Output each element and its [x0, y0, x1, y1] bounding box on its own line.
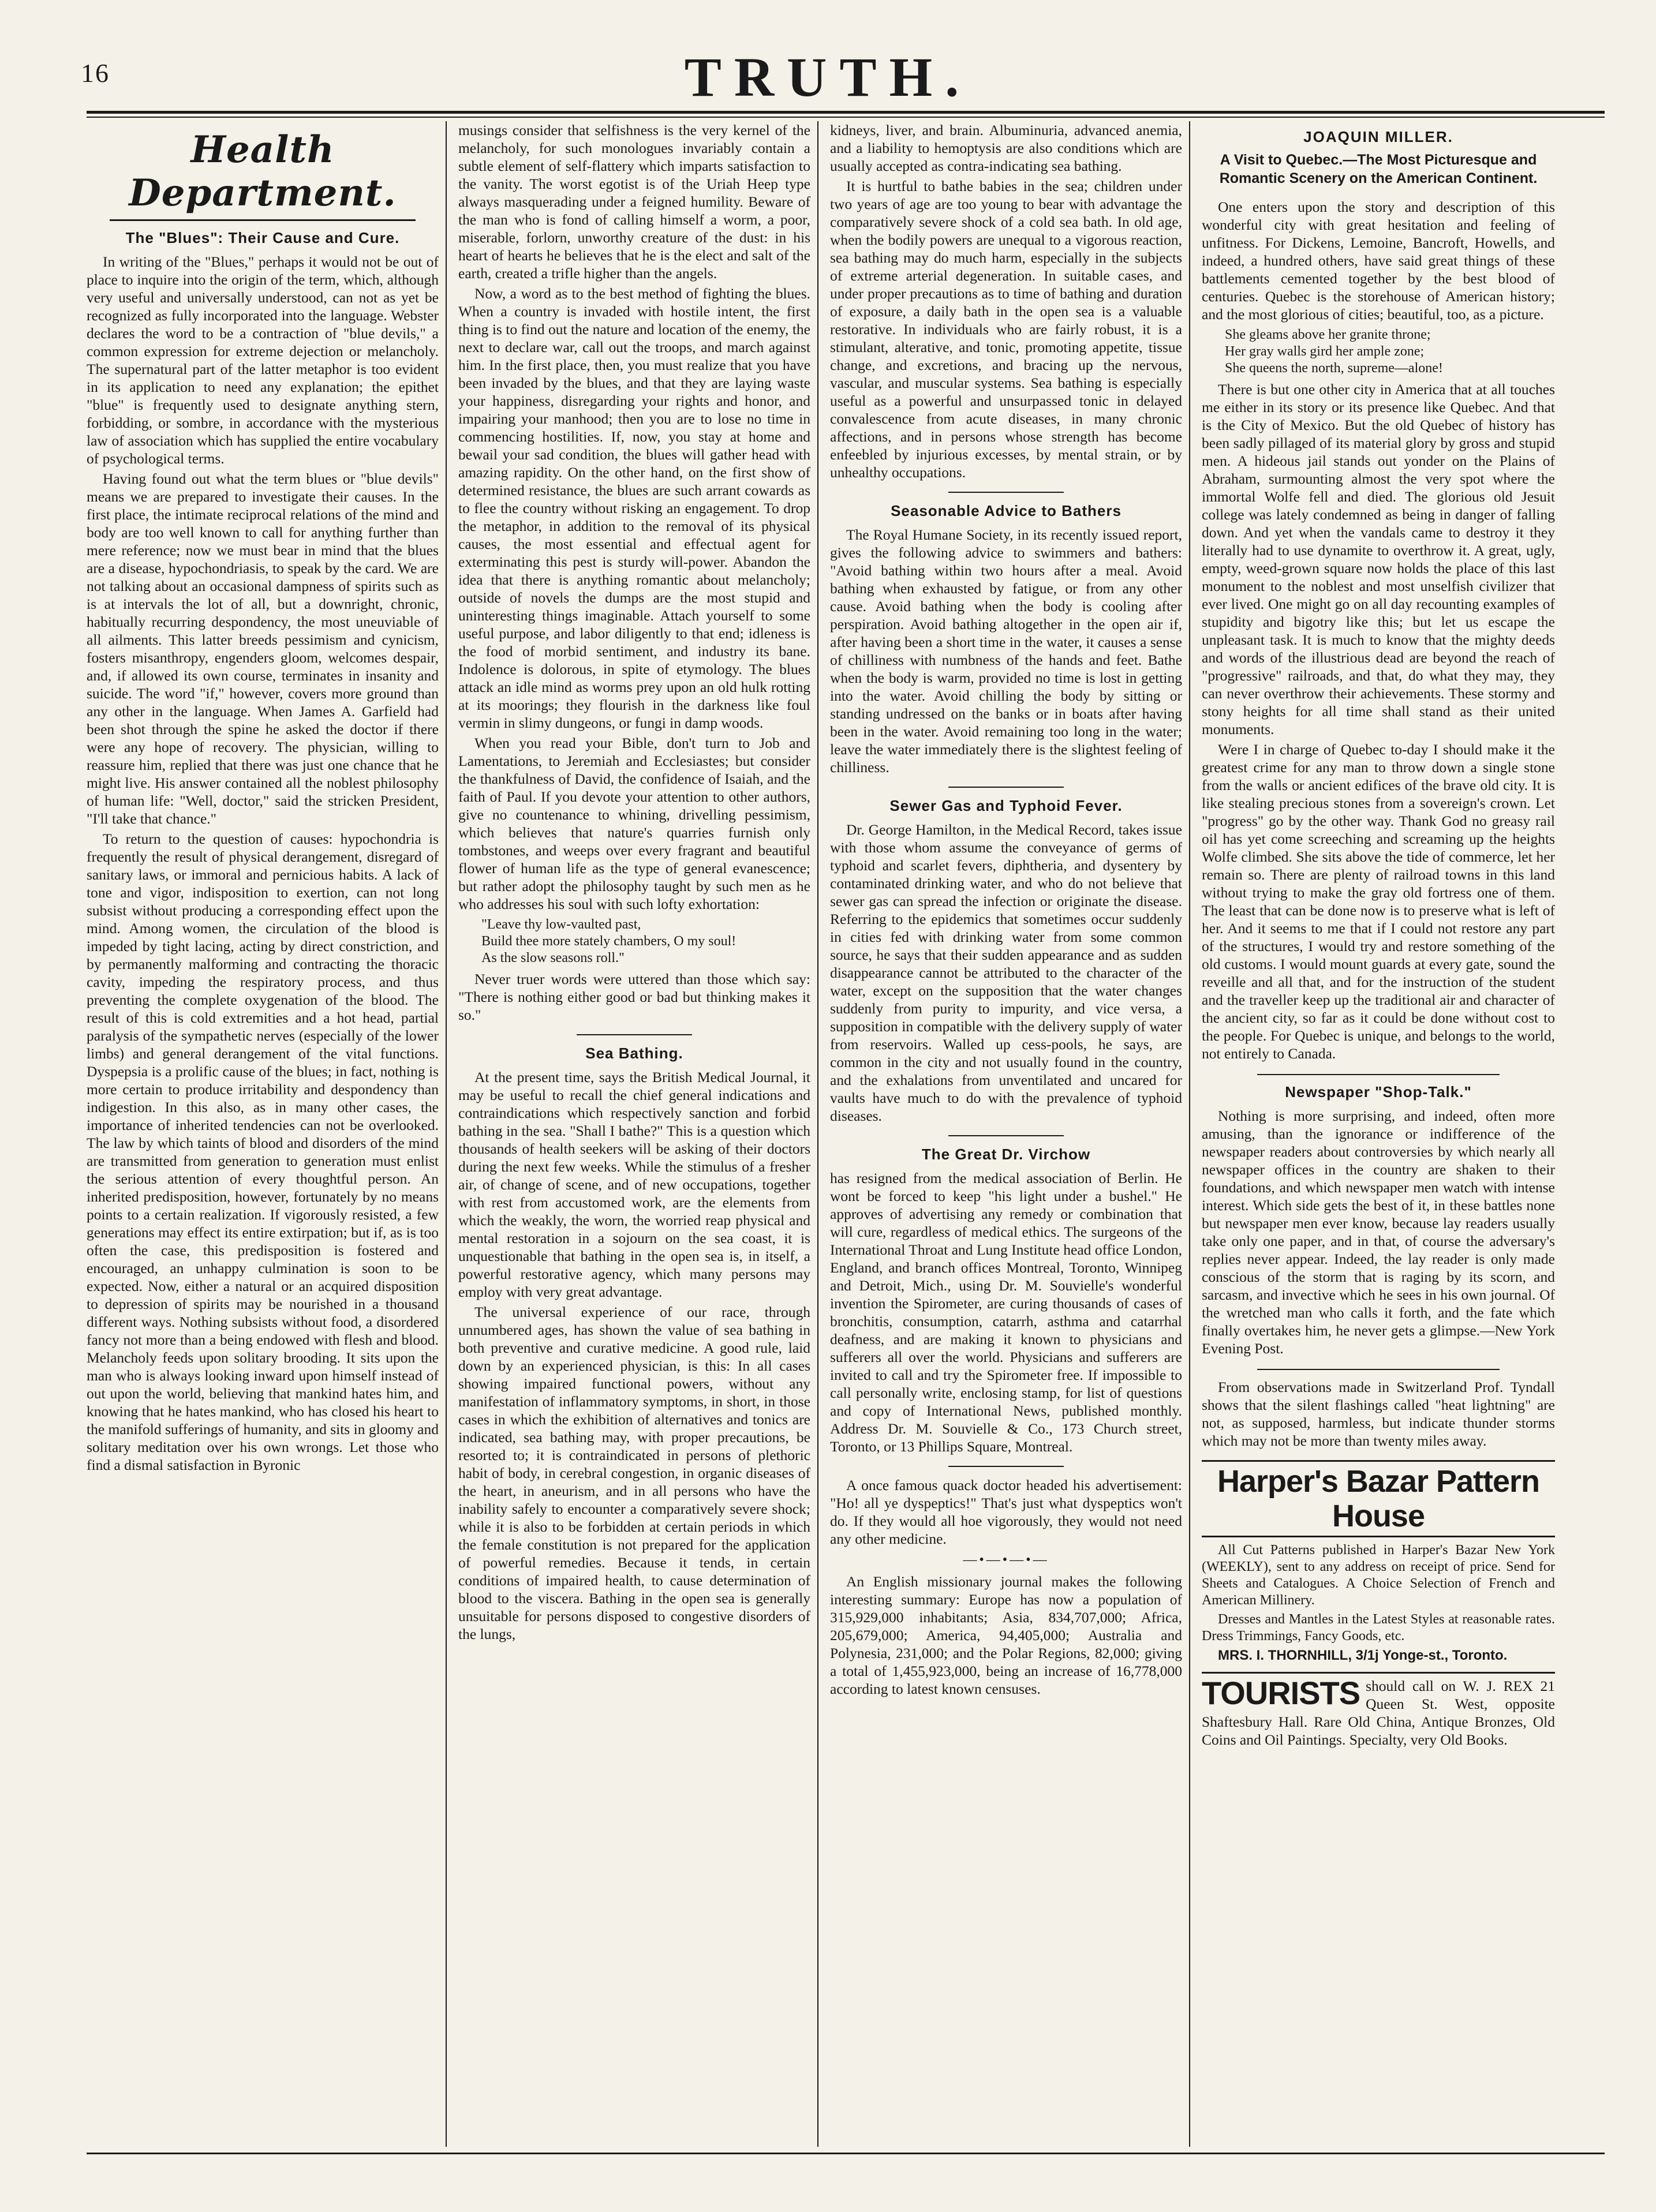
ad-paragraph: All Cut Patterns published in Harper's Bazar New York (WEEKLY), sent to any address on receipt of price. Send for Sheets and Catalogues. A Choice Selection of French and American Millinery. [1202, 1543, 1555, 1608]
section-divider [577, 1034, 692, 1035]
masthead: TRUTH. [684, 46, 972, 108]
column-4 [1202, 121, 1562, 2147]
article-title-virchow: The Great Dr. Virchow [921, 1146, 1091, 1163]
footer-rule [87, 2153, 1605, 2154]
column-2 [458, 121, 818, 2147]
verse-line: "Leave thy low-vaulted past, [481, 917, 641, 932]
article-title-blues: The "Blues": Their Cause and Cure. [125, 229, 400, 246]
article-paragraph: It is hurtful to bathe babies in the sea; children under two years of age are too young to bear with advantage the comparatively severe shock of a cold sea bath. In old age, when the bodily powers are unequal to a vigorous reaction, sea bathing may do much harm, especially in the subjects of extreme arterial degeneration. In suitable cases, and under proper precautions as to time of bathing and duration of exposure, a daily bath in the open sea is a valuable restorative. In individuals who are fairly robust, it is a stimulant, alterative, and tonic, promoting appetite, tissue change, and excretions, and bracing up the nervous, vascular, and muscular systems. Sea bathing is especially useful as a powerful and unsurpassed tonic in delayed convalescence from acute diseases, in many chronic affections, and in persons whose strength has become enfeebled by injurious excesses, by mental strain, or by unhealthy occupations. [830, 178, 1182, 481]
article-paragraph: There is but one other city in America that at all touches me either in its story or its presence like Quebec. And that is the City of Mexico. But the old Quebec of history has been sadly pillaged of its material glory by gross and stupid men. A hideous jail stands out yonder on the Plains of Abraham, surmounting almost the very spot where the immortal Wolfe fell and died. The glorious old Jesuit college was lately condemned as being in danger of falling down. And yet when the vandals came to destroy it they literally had to use dynamite to overthrow it. A great, ugly, empty, weed-grown square now holds the place of this last monument to the noblest and most unselfish civilizer that ever lived. One might go on all day recounting examples of stupidity and bigotry like this; but let us escape the unpleasant task. It is much to know that the mighty deeds and words of the illustrious dead are beyond the reach of "progressive" railroads, and that, do what they may, they can never overthrow their achievements. These stormy and stony heights for all time shall stand as their united monuments. [1202, 381, 1555, 738]
section-divider [1257, 1074, 1500, 1075]
verse-line: Build thee more stately chambers, O my soul! [481, 934, 737, 949]
verse-line: As the slow seasons roll." [481, 950, 625, 965]
verse-quote [1225, 327, 1555, 377]
column-1 [87, 121, 447, 2147]
page-columns [87, 121, 1605, 2147]
ornament-divider: —•—•—•— [963, 1552, 1049, 1567]
article-title-sea-bathing: Sea Bathing. [585, 1045, 683, 1062]
article-paragraph: The Royal Humane Society, in its recently issued report, gives the following advice to swimmers and bathers: "Avoid bathing within two hours after a meal. Avoid bathing when exhausted by fatigue, or from any other cause. Avoid bathing when the body is cooling after perspiration. Avoid bathing altogether in the open air if, after having been a short time in the water, it causes a sense of chilliness with numbness of the hands and feet. Bathe when the body is warm, provided no time is lost in getting into the water. Avoid chilling the body by sitting or standing undressed on the banks or in boats after having been in the water. Avoid remaining too long in the water; leave the water immediately there is the slightest feeling of chilliness. [830, 526, 1182, 776]
section-divider [1257, 1369, 1500, 1370]
section-divider [948, 1135, 1064, 1136]
verse-line: She gleams above her granite throne; [1225, 327, 1431, 342]
ad-paragraph: Dresses and Mantles in the Latest Styles at reasonable rates. Dress Trimmings, Fancy Goods, etc. [1202, 1612, 1555, 1644]
article-paragraph: When you read your Bible, don't turn to Job and Lamentations, to Jeremiah and Ecclesiastes; but consider the thankfulness of David, the confidence of Isaiah, and the faith of Paul. If you devote your attention to other authors, give no countenance to whining, drivelling pessimism, which believes that nature's quarries furnish only tombstones, and weeps over every fragrant and beautiful flower of human life as the type of general evanescence; but rather adopt the philosophy taught by such men as he who addresses his soul with such lofty exhortation: [458, 735, 810, 912]
article-title-shoptalk: Newspaper "Shop-Talk." [1285, 1083, 1472, 1101]
department-title: Health Department. [129, 128, 397, 215]
header-rule-thin [87, 117, 1605, 118]
verse-line: Her gray walls gird her ample zone; [1225, 344, 1425, 359]
article-paragraph: Were I in charge of Quebec to-day I should make it the greatest crime for any man to throw down a single stone from the walls or ancient edifices of the brave old city. It is like stealing precious stones from a sovereign's crown. Let "progress" go by the other way. Thank God no greasy rail oil has yet come screeching and screaming up the heights Wolfe climbed. She sits above the tide of commerce, let her remain so. There are plenty of railroad towns in this land without trying to make the gray old fortress one of them. The least that can be done now is to preserve what is left of her. And it seems to me that if I could not restore any part of the structures, I would try and restore something of the old customs. I would mount guards at every gate, sound the reveille and all that, and for the instruction of the student and the traveller keep up the traditional air and character of the ancient city, so far as it could be done without cost to the people. For Quebec is unique, and belongs to the world, not entirely to Canada. [1202, 741, 1555, 1062]
article-paragraph: The universal experience of our race, through unnumbered ages, has shown the value of sea bathing in both preventive and curative medicine. A good rule, laid down by an experienced physician, is this: In all cases showing impaired functional powers, without any manifestation of inflammatory symptoms, in short, in those cases in which the exhibition of alternatives and tonics are indicated, sea bathing may, with proper precautions, be resorted to; it is contraindicated in persons of plethoric habit of body, in cerebral congestion, in organic diseases of the heart, in aneurism, and in all persons who have the inability safely to encounter a comparatively severe shock; while it is also to be forbidden at certain periods in which the female constitution is not prepared for the application of powerful remedies. Because it tends, in certain conditions of impaired health, to cause determination of blood to the viscera. Bathing in the open sea is generally unsuitable for persons disposed to congestive disorders of the lungs, [458, 1304, 810, 1642]
article-paragraph: kidneys, liver, and brain. Albuminuria, advanced anemia, and a liability to hemoptysis are also conditions which are usually accepted as contra-indicating sea bathing. [830, 122, 1182, 174]
verse-line: She queens the north, supreme—alone! [1225, 361, 1443, 376]
article-paragraph: Dr. George Hamilton, in the Medical Record, takes issue with those whom assume the conveyance of germs of typhoid and scarlet fevers, diphtheria, and dysentery by contaminated drinking water, and who do not believe that sewer gas can spread the infection or originate the disease. Referring to the epidemics that sometimes occur suddenly in cities fed with drinking water from some common source, he says that their sudden appearance and as sudden disappearance cannot be attributed to the character of the water, except on the supposition that the water changes suddenly from purity to impurity, and vice versa, a supposition in compatible with the delivery supply of water from reservoirs. Walled up cess-pools, he says, are common in the city and not usually found in the country, and the exhalations from unventilated and uncared for vaults have much to do with the prevalence of typhoid diseases. [830, 821, 1182, 1124]
article-paragraph: To return to the question of causes: hypochondria is frequently the result of physical derangement, disregard of sanitary laws, or immoral and pernicious habits. A lack of tone and vigor, indisposition to exertion, can not long subsist without producing a corresponding effect upon the mind. Among women, the circulation of the blood is impeded by tight lacing, acting by direct constriction, and by permanently malforming and contracting the thoracic cavity, impeding the respiratory process, and thus preventing the complete oxygenation of the blood. The result of this is cold extremities and a hot head, partial paralysis of the sympathetic nerves (especially of the lower limbs) and general derangement of the vital functions. Dyspepsia is a prolific cause of the blues; in fact, nothing is more certain to produce irritability and despondency than indigestion. In this also, as in many other cases, the importance of inherited tendencies can not be overlooked. The law by which taints of blood and disorders of the mind are transmitted from generation to generation must enlist the serious attention of every thoughtful person. An inherited predisposition, however, fortunately by no means points to a certain realization. If vigorously resisted, a few generations may effect its entire extirpation; but if, as is too often the case, this predisposition is fostered and encouraged, an unhappy culmination is soon to be expected. Now, either a natural or an acquired disposition to depression of spirits may be nourished in a thousand different ways. Nothing subsists without food, a disordered fancy not more than a being endowed with flesh and blood. Melancholy feeds upon solitary brooding. It sits upon the man who is always looking inward upon himself instead of out upon the world, believing that mankind hates him, and knowing that he hates mankind, who has closed his heart to the manifold sufferings of humanity, and sits in gloomy and solitary meditation over his own wrongs. Let those who find a dismal satisfaction in Byronic [87, 830, 439, 1473]
article-paragraph: musings consider that selfishness is the very kernel of the melancholy, for such monologues invariably contain a subtle element of self-flattery which imparts satisfaction to the vanity. The worst egotist is of the Uriah Heep type always masquerading under a feigned humility. Beware of the man who is fond of calling himself a worm, a poor, miserable, forlorn, unworthy creature of the dust: in his heart of hearts he believes that he is the elect and salt of the earth, created a trifle higher than the angels. [458, 122, 810, 282]
article-paragraph: A once famous quack doctor headed his advertisement: "Ho! all ye dyspeptics!" That's just what dyspeptics won't do. If they would all hoe vigorously, they would not need any other medicine. [830, 1477, 1182, 1547]
column-3 [830, 121, 1190, 2147]
article-title-advice: Seasonable Advice to Bathers [891, 502, 1122, 519]
ad-tourists-headline: TOURISTS [1202, 1675, 1360, 1711]
ad-harper-title: Harper's Bazar Pattern House [1202, 1460, 1555, 1537]
article-paragraph: From observations made in Switzerland Prof. Tyndall shows that the silent flashings called "heat lightning" are not, as supposed, harmless, but indicate thunder storms which may not be more than twenty miles away. [1202, 1379, 1555, 1449]
article-paragraph: In writing of the "Blues," perhaps it would not be out of place to inquire into the origin of the term, which, although very useful and universally understood, can not as yet be recognized as fully incorporated into the language. Webster declares the word to be a contraction of "blue devils," a common expression for extreme dejection or melancholy. The supernatural part of the latter metaphor is too evident in its application to need any explanation; the epithet "blue" is frequently used to designate anything stern, forbidding, or sombre, in accordance with the mysterious law of association which has supplied the entire vocabulary of psychological terms. [87, 253, 439, 467]
article-paragraph: Having found out what the term blues or "blue devils" means we are prepared to investigate their causes. In the first place, the intimate reciprocal relations of the mind and body are too well known to call for anything further than mere reference; now we must bear in mind that the blues are a disease, hypochondriasis, to speak by the card. We are not talking about an occasional dampness of spirits such as is at intervals the lot of all, but a downright, chronic, habitually recurring despondency, the most uneuviable of all ailments. This latter breeds pessimism and cynicism, fosters misanthropy, engenders gloom, welcomes despair, and, if allowed its own course, terminates in insanity and suicide. The word "if," however, covers more ground than any other in the language. When James A. Garfield had been shot through the spine he asked the doctor if there were any hope of recovery. The physician, willing to reassure him, replied that there was just one chance that he might live. His answer contained all the noblest philosophy of human life: "Well, doctor," said the stricken President, "I'll take that chance." [87, 470, 439, 827]
article-paragraph: An English missionary journal makes the following interesting summary: Europe has now a population of 315,929,000 inhabitants; Asia, 834,707,000; Africa, 205,679,000; America, 94,405,000; Australia and Polynesia, 231,000; and the Polar Regions, 82,000; giving a total of 1,455,923,000, being an increase of 16,778,000 according to latest known censuses. [830, 1573, 1182, 1697]
article-paragraph: Nothing is more surprising, and indeed, often more amusing, than the ignorance or indifference of the newspaper readers about controversies by which nearly all newspaper offices in the country are shaken to their foundations, and which newspaper men watch with intense interest. Which side gets the best of it, in these battles none but newspaper men ever know, because lay readers usually take only one paper, and in that, of course the adversary's replies never appear. Indeed, the lay reader is only made conscious of the storm that is raging by its scorn, and sarcasm, and invective which he sees in his own journal. Of the wretched man who calls it forth, and the fate which finally overtakes him, he never gets a glimpse.—New York Evening Post. [1202, 1107, 1555, 1357]
article-paragraph: Now, a word as to the best method of fighting the blues. When a country is invaded with hostile intent, the first thing is to find out the nature and location of the enemy, the next to declare war, call out the troops, and march against him. In the first place, then, you must realize that you have been invaded by the blues, and that they are laying waste your happiness, disregarding your rights and honor, and impairing your manhood; then you are to lose no time in commencing hostilities. If, now, you stay at home and bewail your sad condition, the blues will gather head with amazing rapidity. On the other hand, on the first show of determined resistance, the blues are such arrant cowards as to flee the country without risking an engagement. To drop the metaphor, in addition to the removal of its physical causes, the most essential and effectual agent for exterminating this pest is sturdy will-power. Abandon the idea that there is anything romantic about melancholy; outside of novels the dumps are the most stupid and uninteresting things imaginable. Attach yourself to some useful purpose, and labor diligently to that end; idleness is the food of morbid sentiment, and industry its bane. Indolence is dolorous, in spite of etymology. The blues attack an idle mind as worms prey upon an old hulk rotting at its moorings; they flourish in the darkness like foul vermin in slimy dungeons, or fungi in damp woods. [458, 285, 810, 731]
article-title-sewer: Sewer Gas and Typhoid Fever. [889, 797, 1123, 814]
verse-quote [481, 916, 810, 967]
article-paragraph: At the present time, says the British Medical Journal, it may be useful to recall the chief general indications and contraindications which respectively sanction and forbid bathing in the sea. "Shall I bathe?" This is a question which thousands of health seekers will be asking of their doctors during the next few weeks. While the stimulus of a fresher air, of change of scene, and of new occupations, together with rest from accustomed work, are the elements from which the weakly, the worn, the worried reap physical and mental restoration in a sojourn on the sea coast, it is unquestionable that bathing in the open sea is, in itself, a powerful restorative agency, which many persons may employ with very great advantage. [458, 1069, 810, 1300]
section-divider [948, 787, 1064, 788]
article-paragraph: One enters upon the story and description of this wonderful city with great hesitation and feeling of unfitness. For Dickens, Lemoine, Bancroft, Howells, and indeed, a hundred others, have said great things of these battlements cemented together by the best blood of centuries. Quebec is the storehouse of American history; and the most glorious of cities; beautiful, too, as a picture. [1202, 199, 1555, 323]
article-paragraph: Never truer words were uttered than those which say: "There is nothing either good or bad but thinking makes it so." [458, 971, 810, 1023]
section-divider [948, 492, 1064, 493]
article-author: JOAQUIN MILLER. [1303, 128, 1453, 145]
page-number: 16 [81, 58, 110, 88]
ad-contact: MRS. I. THORNHILL, 3/1j Yonge-st., Toronto. [1218, 1648, 1508, 1663]
article-paragraph: has resigned from the medical association of Berlin. He wont be forced to keep "his light under a bushel." He approves of advertising any remedy or combination that will cure, regardless of medical ethics. The surgeons of the International Throat and Lung Institute head office London, England, and branch offices Montreal, Toronto, Winnipeg and Detroit, Mich., using Dr. M. Souvielle's wonderful invention the Spirometer, are curing thousands of cases of bronchitis, consumption, catarrh, asthma and catarrhal deafness, and are making it known to physicians and sufferers all over the world. Physicians and sufferers are invited to call and try the Spirometer free. If impossible to call personally write, enclosing stamp, for list of questions and copy of International News, published monthly. Address Dr. M. Souvielle & Co., 173 Church street, Toronto, or 13 Phillips Square, Montreal. [830, 1170, 1182, 1455]
ad-harper-body [1202, 1542, 1555, 1664]
ad-tourists-text: should call on W. J. REX 21 Queen St. West, opposite Shaftesbury Hall. Rare Old China, Antique Bronzes, Old Coins and Oil Paintings. Specialty, very Old Books. [1202, 1678, 1555, 1748]
ad-tourists [1202, 1672, 1555, 1749]
department-rule [110, 219, 416, 221]
section-divider [948, 1466, 1064, 1467]
header-rule [87, 111, 1605, 114]
article-subtitle: A Visit to Quebec.—The Most Picturesque and Romantic Scenery on the American Continent. [1219, 152, 1538, 186]
